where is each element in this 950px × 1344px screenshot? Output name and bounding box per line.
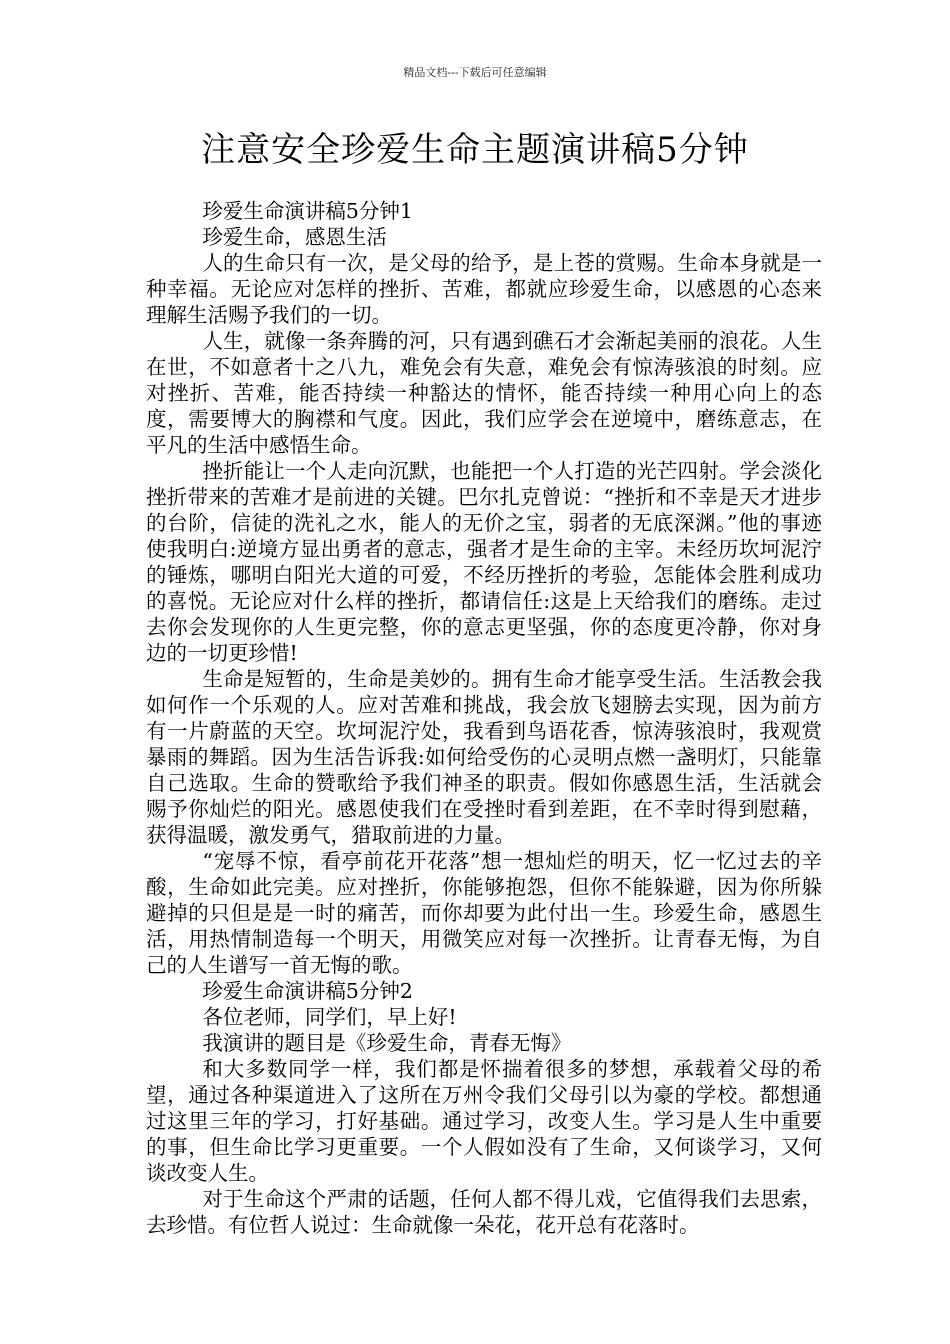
document-title: 注意安全珍爱生命主题演讲稿5分钟 bbox=[201, 130, 749, 170]
section-subtitle: 珍爱生命，感恩生活 bbox=[202, 225, 387, 249]
body-paragraph: 人生，就像一条奔腾的河，只有遇到礁石才会渐起美丽的浪花。人生在世，不如意者十之八九，难免会有失意，难免会有惊涛骇浪的时刻。应对挫折、苦难，能否持续一种豁达的情怀，能否持续一种用心向上的态度，需要博大的胸襟和气度。因此，我们应学会在逆境中，磨练意志，在平凡的生活中感悟生命。 bbox=[146, 329, 822, 457]
body-paragraph: 对于生命这个严肃的话题，任何人都不得儿戏，它值得我们去思索，去珍惜。有位哲人说过：生命就像一朵花，花开总有花落时。 bbox=[146, 1187, 822, 1237]
speech-topic-line: 我演讲的题目是《珍爱生命，青春无悔》 bbox=[202, 1031, 572, 1055]
section-heading-2: 珍爱生命演讲稿5分钟2 bbox=[202, 979, 413, 1003]
page-header: 精品文档---下载后可任意编辑 bbox=[403, 66, 547, 79]
greeting-line: 各位老师，同学们，早上好! bbox=[202, 1005, 457, 1029]
body-paragraph: “宠辱不惊，看亭前花开花落”想一想灿烂的明天，忆一忆过去的辛酸，生命如此完美。应对挫折，你能够抱怨，但你不能躲避，因为你所躲避掉的只但是是一时的痛苦，而你却要为此付出一生。珍爱生命，感恩生活，用热情制造每一个明天，用微笑应对每一次挫折。让青春无悔，为自己的人生谱写一首无悔的歌。 bbox=[146, 849, 822, 977]
body-paragraph: 生命是短暂的，生命是美妙的。拥有生命才能享受生活。生活教会我如何作一个乐观的人。应对苦难和挑战，我会放飞翅膀去实现，因为前方有一片蔚蓝的天空。坎坷泥泞处，我看到鸟语花香，惊涛骇浪时，我观赏暴雨的舞蹈。因为生活告诉我:如何给受伤的心灵明点燃一盏明灯，只能靠自己选取。生命的赞歌给予我们神圣的职责。假如你感恩生活，生活就会赐予你灿烂的阳光。感恩使我们在受挫时看到差距，在不幸时得到慰藉，获得温暖，激发勇气，猎取前进的力量。 bbox=[146, 667, 822, 847]
body-paragraph: 挫折能让一个人走向沉默，也能把一个人打造的光芒四射。学会淡化挫折带来的苦难才是前进的关键。巴尔扎克曾说：“挫折和不幸是天才进步的台阶，信徒的洗礼之水，能人的无价之宝，弱者的无底深渊。”他的事迹使我明白:逆境方显出勇者的意志，强者才是生命的主宰。未经历坎坷泥泞的锤炼，哪明白阳光大道的可爱，不经历挫折的考验，怎能体会胜利成功的喜悦。无论应对什么样的挫折，都请信任:这是上天给我们的磨练。走过去你会发现你的人生更完整，你的意志更坚强，你的态度更冷静，你对身边的一切更珍惜! bbox=[146, 459, 822, 665]
body-paragraph: 人的生命只有一次，是父母的给予，是上苍的赏赐。生命本身就是一种幸福。无论应对怎样的挫折、苦难，都就应珍爱生命，以感恩的心态来理解生活赐予我们的一切。 bbox=[146, 251, 822, 327]
section-heading-1: 珍爱生命演讲稿5分钟1 bbox=[202, 199, 413, 223]
body-paragraph: 和大多数同学一样，我们都是怀揣着很多的梦想，承载着父母的希望，通过各种渠道进入了这所在万州令我们父母引以为豪的学校。都想通过这里三年的学习，打好基础。通过学习，改变人生。学习是人生中重要的事，但生命比学习更重要。一个人假如没有了生命，又何谈学习，又何谈改变人生。 bbox=[146, 1057, 822, 1185]
document-body bbox=[146, 198, 822, 1238]
